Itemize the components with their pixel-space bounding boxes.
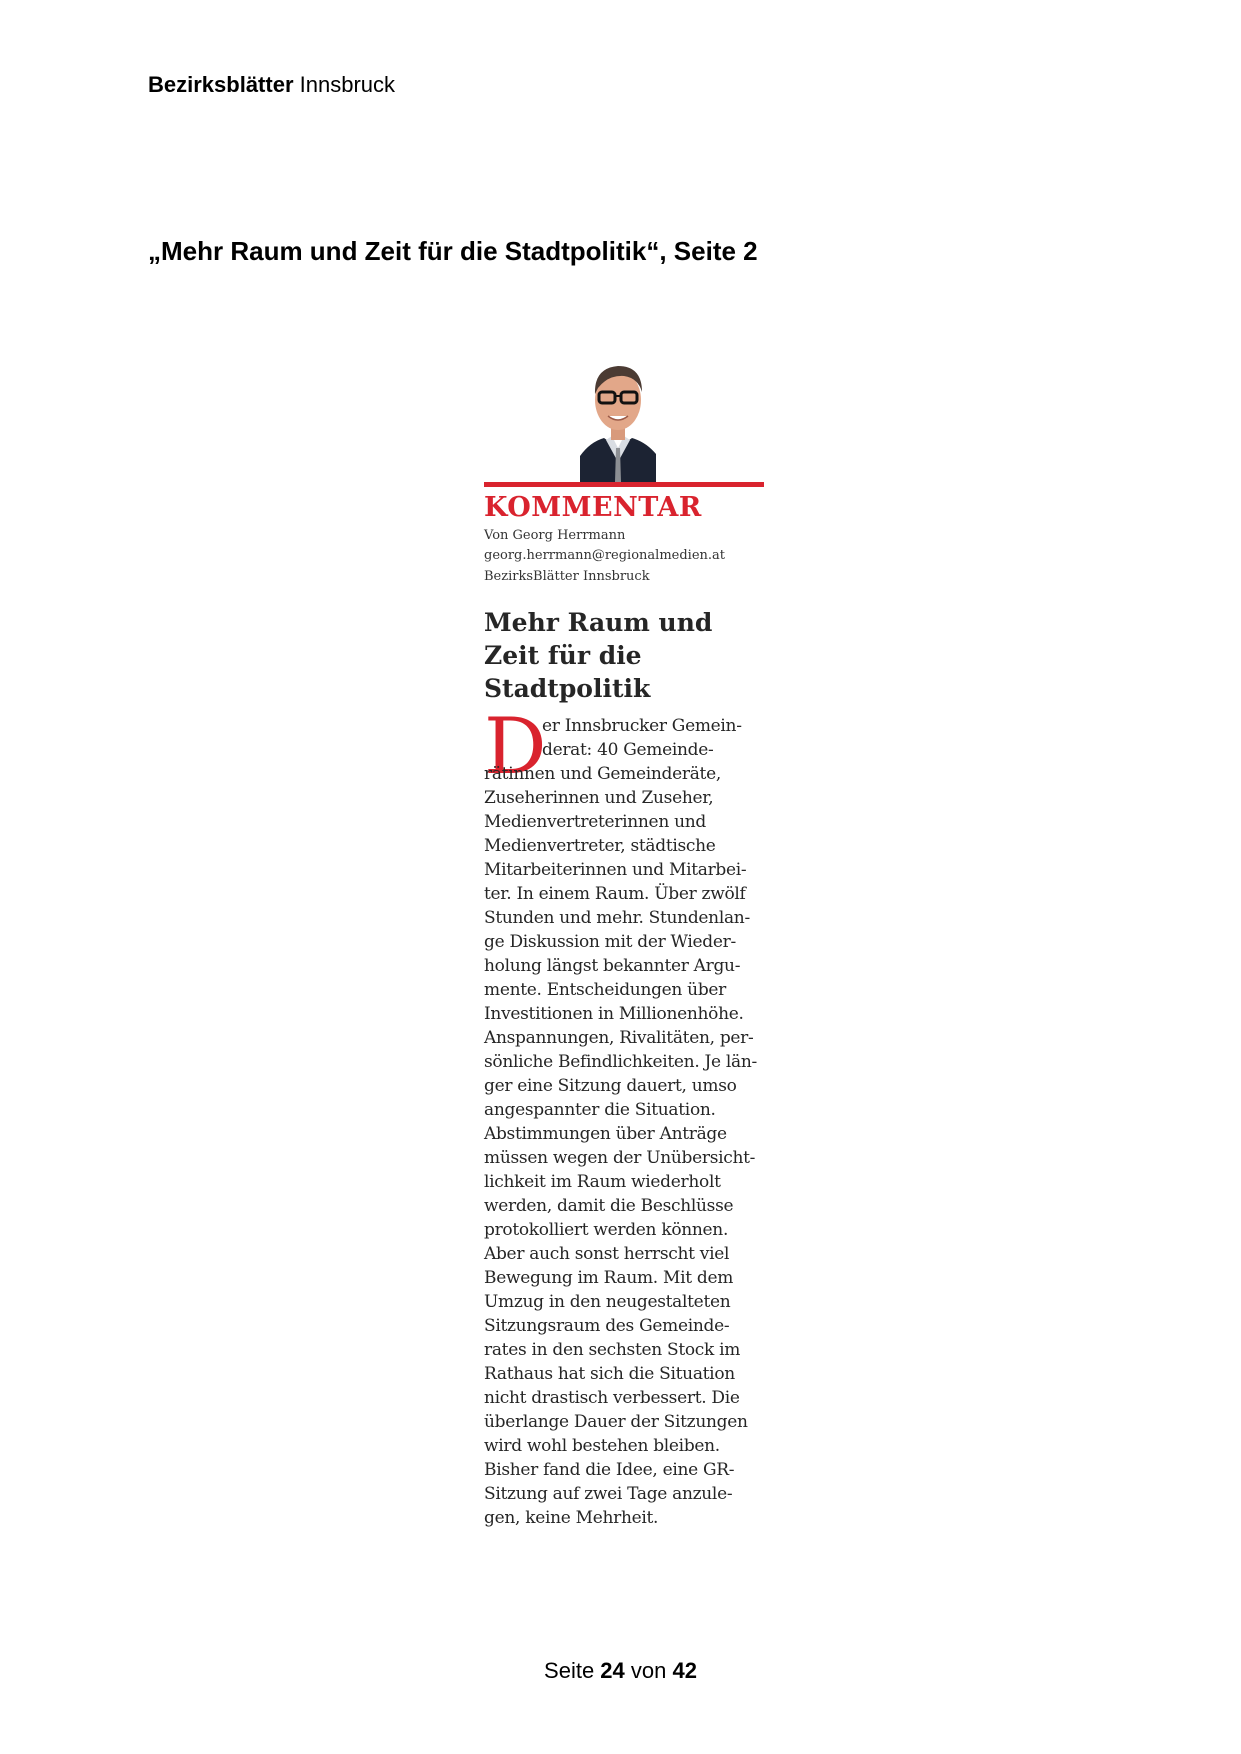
body-line: Bewegung im Raum. Mit dem [484,1268,734,1288]
body-line: Medienvertreter, städtische [484,836,716,856]
body-line: gen, keine Mehrheit. [484,1508,659,1528]
body-line: Abstimmungen über Anträge [484,1124,727,1144]
body-line: ger eine Sitzung dauert, umso [484,1076,737,1096]
body-line: werden, damit die Beschlüsse [484,1196,734,1216]
body-line: holung längst bekannter Argu- [484,956,741,976]
body-line: nicht drastisch verbessert. Die [484,1388,740,1408]
body-line: überlange Dauer der Sitzungen [484,1412,748,1432]
page-footer [0,1658,1241,1684]
byline-email: georg.herrmann@regionalmedien.at [484,548,725,563]
body-line: Sitzungsraum des Gemeinde- [484,1316,730,1336]
drop-cap: D [484,702,547,792]
body-line: Anspannungen, Rivalitäten, per- [484,1028,754,1048]
body-line: protokolliert werden können. [484,1220,729,1240]
body-line: Sitzung auf zwei Tage anzule- [484,1484,733,1504]
body-line: derat: 40 Gemeinde- [542,740,714,760]
byline-author: Von Georg Herrmann [484,528,626,543]
accent-rule [484,482,764,487]
body-line: müssen wegen der Unübersicht- [484,1148,756,1168]
body-line: wird wohl bestehen bleiben. [484,1436,720,1456]
page-number: 24 [600,1658,625,1683]
body-line: rätinnen und Gemeinderäte, [484,764,721,784]
author-photo [580,344,656,482]
body-line: sönliche Befindlichkeiten. Je län- [484,1052,757,1072]
footer-pre: Seite [544,1658,601,1683]
page-total: 42 [672,1658,697,1683]
body-line: Zuseherinnen und Zuseher, [484,788,714,808]
body-line: mente. Entscheidungen über [484,980,727,1000]
publication-header [148,72,395,98]
body-line: ge Diskussion mit der Wieder- [484,932,736,952]
portrait-image [580,344,656,482]
document-title: „Mehr Raum und Zeit für die Stadtpolitik“, Seite 2 [148,236,758,266]
body-line: Bisher fand die Idee, eine GR- [484,1460,735,1480]
body-line: Stunden und mehr. Stundenlan- [484,908,750,928]
body-line: Medienvertreterinnen und [484,812,706,832]
brand-bold: Bezirksblätter [148,72,294,97]
body-line: Mitarbeiterinnen und Mitarbei- [484,860,747,880]
footer-mid: von [624,1658,673,1683]
brand-region: Innsbruck [293,72,396,97]
body-line: angespannter die Situation. [484,1100,716,1120]
body-line: Rathaus hat sich die Situation [484,1364,735,1384]
body-line: er Innsbrucker Gemein- [542,716,742,736]
body-line: Aber auch sonst herrscht viel [484,1244,730,1264]
body-line: Investitionen in Millionenhöhe. [484,1004,744,1024]
body-line: rates in den sechsten Stock im [484,1340,741,1360]
body-line: Umzug in den neugestalteten [484,1292,731,1312]
section-label: KOMMENTAR [484,492,702,523]
body-line: lichkeit im Raum wiederholt [484,1172,721,1192]
body-line: ter. In einem Raum. Über zwölf [484,884,746,904]
article-headline: Mehr Raum und Zeit für die Stadtpolitik [484,608,713,703]
byline-publication: BezirksBlätter Innsbruck [484,569,650,584]
